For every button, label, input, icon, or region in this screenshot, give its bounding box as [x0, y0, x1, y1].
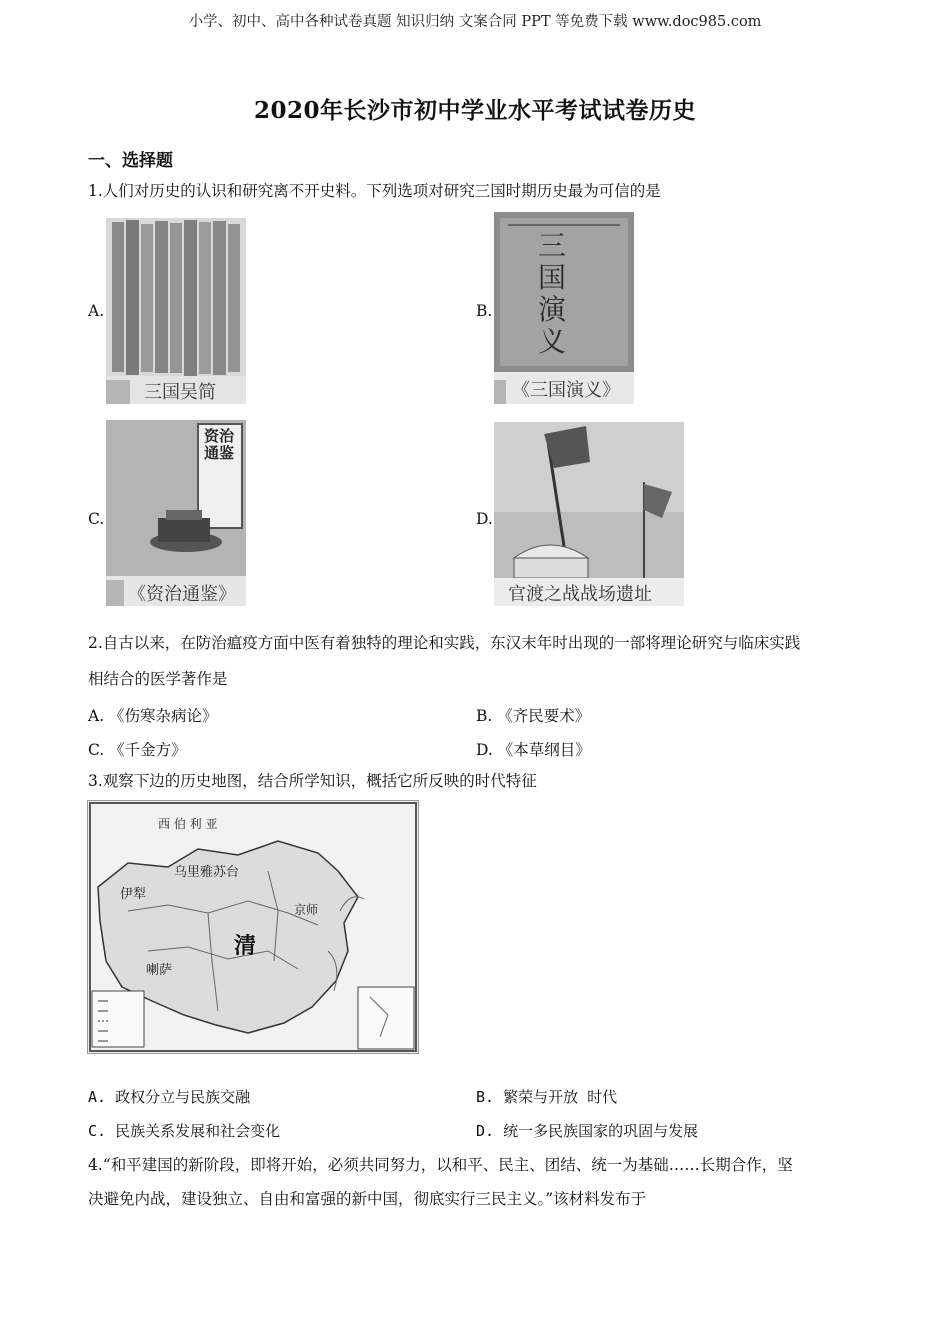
q1-option-b-label[interactable]: B. [476, 302, 493, 320]
question-2-stem-line-2: 相结合的医学著作是 [88, 670, 228, 688]
map-label-qing: 清 [234, 933, 257, 959]
page-title: 2020年长沙市初中学业水平考试试卷历史 [253, 97, 696, 124]
question-1-stem: 1.人们对历史的认识和研究离不开史料。下列选项对研究三国时期历史最为可信的是 [88, 182, 661, 200]
site-header: 小学、初中、高中各种试卷真题 知识归纳 文案合同 PPT 等免费下载 www.doc985.com [188, 14, 762, 30]
q1-option-d-label[interactable]: D. [476, 510, 493, 528]
map-label-lhasa: 喇萨 [146, 963, 173, 978]
q1-option-b-image [494, 212, 634, 404]
q1-option-a-label[interactable]: A. [88, 302, 105, 320]
q1-option-d-image [494, 422, 684, 606]
scan-artifact [106, 380, 130, 404]
q1-option-c-image [106, 420, 246, 606]
q1-option-b-caption: 《三国演义》 [512, 380, 620, 401]
bamboo-slips-illustration [106, 218, 246, 404]
map-label-jingshi: 京师 [294, 903, 319, 917]
question-3-stem: 3.观察下边的历史地图，结合所学知识，概括它所反映的时代特征 [88, 772, 537, 790]
q1-option-d-caption: 官渡之战战场遗址 [508, 584, 652, 605]
q1-option-a-image [106, 218, 246, 404]
map-label-uliastai: 乌里雅苏台 [174, 865, 240, 880]
q2-option-d[interactable]: D. 《本草纲目》 [476, 741, 591, 759]
q1-option-a-caption: 三国吴简 [144, 382, 216, 403]
q2-option-a[interactable]: A. 《伤寒杂病论》 [88, 707, 218, 725]
scan-artifact [494, 380, 506, 404]
q1-option-c-caption: 《资治通鉴》 [128, 584, 236, 605]
q2-option-c[interactable]: C. 《千金方》 [88, 741, 187, 759]
battlefield-photo-illustration [494, 422, 684, 606]
q2-option-b[interactable]: B. 《齐民要术》 [476, 707, 591, 725]
question-4-stem-line-1: 4.“和平建国的新阶段，即将开始，必须共同努力，以和平、民主、团结、统一为基础……长期合作，坚 [88, 1156, 793, 1174]
qing-map-illustration [88, 801, 418, 1053]
scan-artifact [106, 580, 124, 606]
book-cover-title: 资治通鉴 [204, 427, 235, 462]
question-2-stem-line-1: 2.自古以来，在防治瘟疫方面中医有着独特的理论和实践，东汉末年时出现的一部将理论研究与临床实践 [88, 634, 801, 652]
section-heading: 一、选择题 [88, 151, 173, 171]
question-4-stem-line-2: 决避免内战，建设独立、自由和富强的新中国，彻底实行三民主义。”该材料发布于 [88, 1190, 647, 1208]
historical-map [87, 800, 419, 1054]
book-cover-title: 三国演义 [538, 229, 567, 358]
q3-option-d[interactable]: D. 统一多民族国家的巩固与发展 [476, 1122, 699, 1140]
q1-option-c-label[interactable]: C. [88, 510, 105, 528]
q3-option-c[interactable]: C. 民族关系发展和社会变化 [88, 1122, 281, 1140]
q3-option-a[interactable]: A. 政权分立与民族交融 [88, 1088, 251, 1106]
q3-option-b[interactable]: B. 繁荣与开放 时代 [476, 1088, 618, 1106]
map-label-yili: 伊犁 [120, 887, 147, 902]
map-label-siberia: 西 伯 利 亚 [158, 817, 218, 831]
